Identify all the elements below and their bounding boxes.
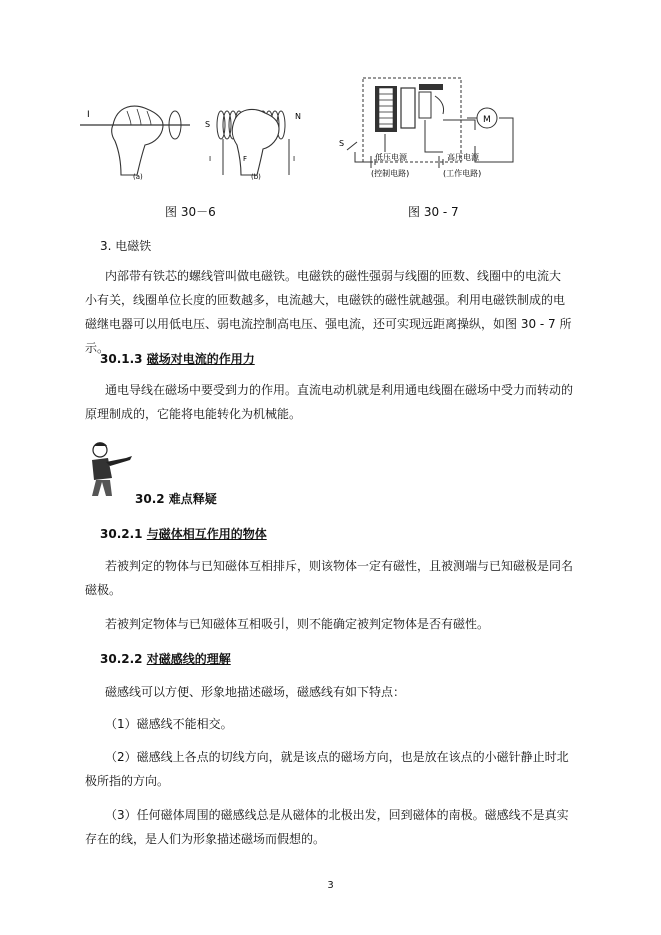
fig-30-7-switch-label: S	[339, 139, 345, 148]
fig-30-6-current-label-left: I	[209, 155, 212, 163]
fig-30-7-high-voltage-subtitle: (工作电路)	[443, 169, 482, 178]
fig-30-6-force-label: F	[243, 155, 248, 163]
section-30-1-3-number: 30.1.3	[100, 352, 143, 366]
section-30-2-heading	[135, 490, 217, 507]
section-electromagnet-paragraph: 内部带有铁芯的螺线管叫做电磁铁。电磁铁的磁性强弱与线圈的匝数、线圈中的电流大 小有关，线圈单位长度的匝数越多，电流越大，电磁铁的磁性就越强。利用电磁铁制成的电磁继电器可以用低电压、弱电流控制高电压、强电流，还可实现远距离操纵，如图 30 - 7 所示。	[85, 269, 572, 355]
figure-30-7	[335, 72, 525, 187]
fig-30-6-current-label-right: I	[293, 155, 296, 163]
section-30-2-title: 难点释疑	[168, 492, 217, 506]
fig-30-6-pole-s: S	[205, 120, 211, 129]
fig-30-6-sub-label-a: (a)	[133, 173, 143, 181]
figure-30-7-caption: 图 30 - 7	[408, 205, 459, 219]
section-30-2-2-title: 对磁感线的理解	[146, 652, 231, 666]
figure-30-6-caption: 图 30－6	[165, 205, 216, 219]
section-30-2-1-heading	[100, 525, 267, 542]
section-30-2-2-heading	[100, 650, 231, 667]
figure-30-6	[75, 95, 315, 185]
fig-30-6-sub-label-b: (b)	[251, 173, 261, 181]
section-30-1-3-paragraph: 通电导线在磁场中要受到力的作用。直流电动机就是利用通电线圈在磁场中受力而转动的原理制成的，它能将电能转化为机械能。	[85, 383, 574, 421]
section-30-2-1-paragraph-1: 若被判定的物体与已知磁体互相排斥，则该物体一定有磁性，且被测端与已知磁极是同名磁极。	[85, 559, 574, 597]
fig-30-6-current-label: I	[87, 110, 90, 120]
section-30-2-2-item-3: （3）任何磁体周围的磁感线总是从磁体的北极出发，回到磁体的南极。磁感线不是真实存在的线，是人们为形象描述磁场而假想的。	[85, 808, 569, 846]
section-30-2-1-paragraph-2: 若被判定物体与已知磁体互相吸引，则不能确定被判定物体是否有磁性。	[105, 617, 490, 631]
page-number: 3	[327, 880, 334, 891]
section-30-2-2-number: 30.2.2	[100, 652, 143, 666]
section-30-2-2-item-1: （1）磁感线不能相交。	[105, 717, 233, 731]
figure-30-6-illustration	[75, 95, 315, 185]
section-30-2-1-title: 与磁体相互作用的物体	[146, 527, 267, 541]
pointing-man-icon	[82, 440, 134, 498]
fig-30-7-high-voltage-title: 高压电源	[447, 153, 479, 162]
section-30-1-3-heading	[100, 350, 255, 367]
section-electromagnet-title: 3. 电磁铁	[100, 239, 152, 253]
section-30-2-2-item-2: （2）磁感线上各点的切线方向，就是该点的磁场方向，也是放在该点的小磁针静止时北极所指的方向。	[85, 750, 569, 788]
section-30-1-3-title: 磁场对电流的作用力	[146, 352, 255, 366]
fig-30-7-low-voltage-title: 低压电源	[375, 153, 407, 162]
section-30-2-1-number: 30.2.1	[100, 527, 143, 541]
section-30-2-2-intro: 磁感线可以方便、形象地描述磁场，磁感线有如下特点：	[105, 685, 406, 699]
fig-30-7-motor-label: M	[483, 115, 491, 125]
fig-30-7-low-voltage-subtitle: (控制电路)	[371, 169, 410, 178]
figure-30-7-circuit	[335, 72, 525, 187]
fig-30-6-pole-n: N	[295, 112, 301, 121]
section-30-2-number: 30.2	[135, 492, 165, 506]
